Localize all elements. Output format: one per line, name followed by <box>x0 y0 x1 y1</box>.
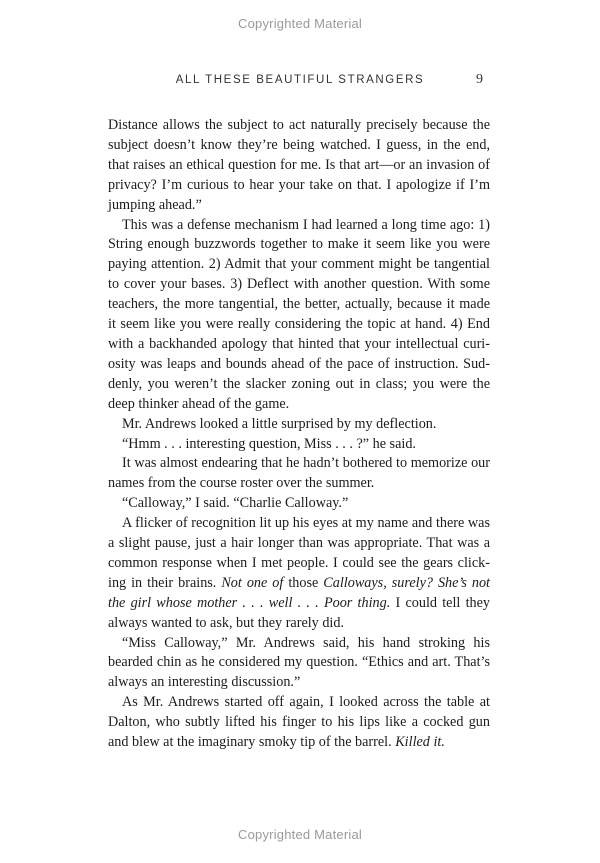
paragraph <box>108 454 490 494</box>
text-run: Mr. Andrews looked a little surprised by my deflection. <box>122 415 437 432</box>
page-number: 9 <box>476 72 483 87</box>
text-run: This was a defense mechanism I had learned a long time ago: 1) String enough buzzwords together to make it seem like you were paying attention. 2) Admit that your comment might be tangential to cover your bases. 3) Deflect with another question. With some teachers, the more tangential, the better, actually, because it made it seem like you were really considering the topic at hand. 4) End with a backhanded apology that hinted that your intellectual curiosity was leaps and bounds ahead of the pace of instruction. Suddenly, you weren’t the slacker zoning out in class; you were the deep thinker ahead of the game. <box>108 216 490 412</box>
copyright-watermark-top: Copyrighted Material <box>238 16 362 31</box>
paragraph <box>108 216 490 415</box>
text-run: As Mr. Andrews started off again, I looked across the table at Dalton, who subtly lifted his finger to his lips like a cocked gun and blew at the imaginary smoky tip of the barrel. <box>108 694 490 751</box>
text-run: Distance allows the subject to act naturally precisely because the subject doesn’t know they’re being watched. I guess, in the end, that raises an ethical question for me. Is that art—or an invasion of privacy? I’m curious to hear your take on that. I apologize if I’m jumping ahead.” <box>108 117 490 213</box>
paragraph <box>108 693 490 753</box>
italic-run: Killed it. <box>395 734 445 751</box>
paragraph <box>108 494 490 514</box>
text-run: It was almost endearing that he hadn’t bothered to memorize our names from the course roster over the summer. <box>108 455 490 492</box>
italic-run: Calloways, surely? She’s not the girl whose mother . . . well . . . Poor thing. <box>108 574 490 611</box>
paragraph <box>108 116 490 216</box>
paragraph <box>108 514 490 633</box>
text-run: A flicker of recognition lit up his eyes at my name and there was a slight pause, just a hair longer than was appropriate. That was a common response when I met people. I could see the gears clicking in their brains. <box>108 515 490 591</box>
italic-run: Not one of <box>221 574 289 591</box>
text-run: “Miss Calloway,” Mr. Andrews said, his hand stroking his bearded chin as he considered my question. “Ethics and art. That’s always an interesting discussion.” <box>108 634 490 691</box>
paragraph <box>108 634 490 694</box>
body-text <box>108 116 490 753</box>
text-run: “Hmm . . . interesting question, Miss . . . ?” he said. <box>122 435 416 452</box>
paragraph <box>108 415 490 435</box>
text-run: “Calloway,” I said. “Charlie Calloway.” <box>122 495 349 512</box>
book-title: ALL THESE BEAUTIFUL STRANGERS <box>175 74 425 86</box>
text-run: those <box>288 574 319 591</box>
copyright-watermark-bottom: Copyrighted Material <box>238 827 362 842</box>
text-run: I could tell they always wanted to ask, but they rarely did. <box>108 594 490 631</box>
running-head <box>0 72 600 92</box>
paragraph <box>108 435 490 455</box>
